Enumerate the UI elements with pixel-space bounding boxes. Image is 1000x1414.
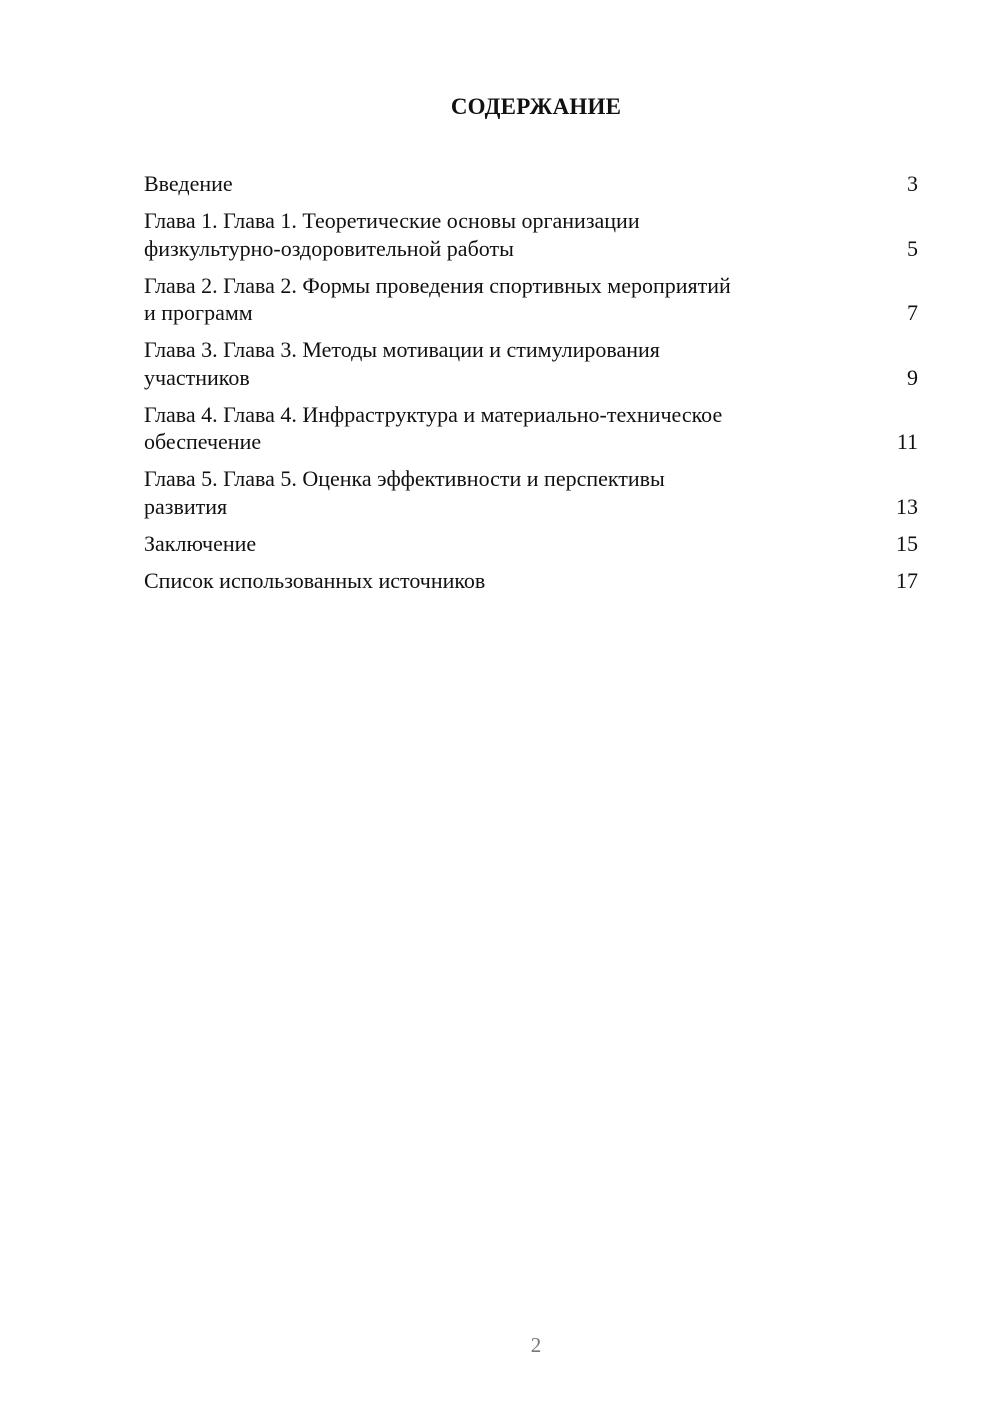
table-of-contents — [144, 170, 918, 604]
toc-entry-conclusion[interactable] — [144, 530, 918, 558]
toc-entry-chapter-4[interactable] — [144, 401, 918, 456]
toc-entry-page: 3 — [907, 171, 918, 196]
toc-entry-title: Список использованных источников — [144, 567, 486, 593]
toc-entry-page: 7 — [907, 300, 918, 325]
page-title: СОДЕРЖАНИЕ — [450, 94, 622, 119]
toc-entry-page: 9 — [907, 364, 918, 390]
page-number: 2 — [530, 1333, 542, 1357]
toc-entry-chapter-5[interactable] — [144, 465, 918, 520]
toc-entry-page: 13 — [896, 493, 918, 519]
toc-entry-title: Глава 4. Глава 4. Инфраструктура и материально-техническое обеспечение — [144, 401, 723, 454]
toc-entry-references[interactable] — [144, 567, 918, 595]
toc-entry-introduction[interactable] — [144, 170, 918, 198]
toc-entry-title: Глава 5. Глава 5. Оценка эффективности и перспективы развития — [144, 466, 665, 519]
toc-entry-title: Глава 3. Глава 3. Методы мотивации и стимулирования участников — [144, 337, 660, 390]
toc-entry-page: 5 — [907, 235, 918, 261]
toc-entry-title: Глава 2. Глава 2. Формы проведения спортивных мероприятий и программ — [144, 272, 731, 325]
toc-entry-page: 17 — [896, 567, 918, 593]
toc-entry-title: Глава 1. Глава 1. Теоретические основы организации физкультурно-оздоровительной работы — [144, 208, 640, 261]
toc-entry-chapter-1[interactable] — [144, 207, 918, 262]
toc-entry-page: 15 — [896, 530, 918, 556]
toc-entry-chapter-3[interactable] — [144, 336, 918, 391]
toc-entry-chapter-2[interactable] — [144, 272, 918, 327]
toc-entry-title: Введение — [144, 171, 233, 196]
toc-entry-page: 11 — [896, 429, 918, 454]
toc-entry-title: Заключение — [144, 530, 257, 556]
